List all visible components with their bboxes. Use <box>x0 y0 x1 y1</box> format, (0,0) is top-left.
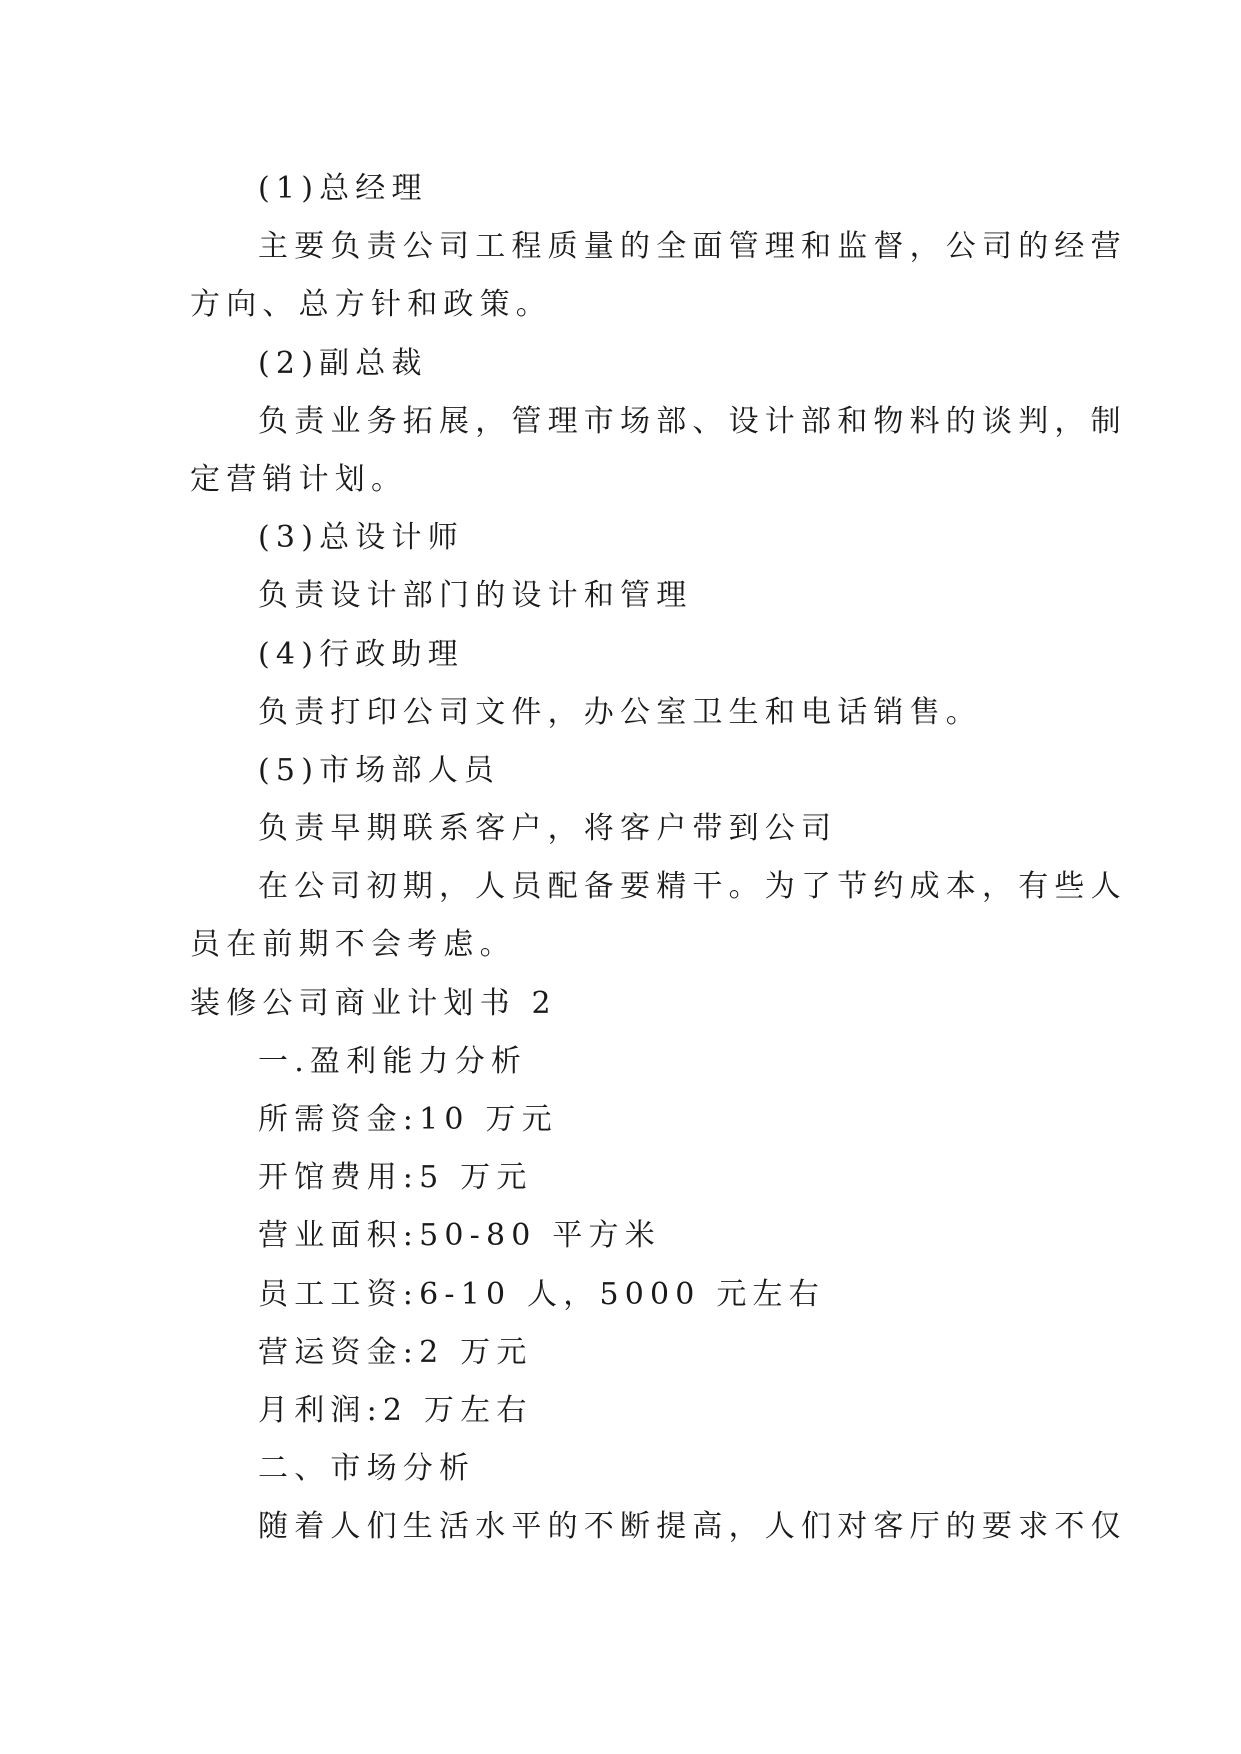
section-heading-market-analysis: 二、市场分析 <box>258 1451 476 1487</box>
list-item: 所需资金:10 万元 <box>258 1102 558 1137</box>
section-heading-general-manager: (1)总经理 <box>258 171 428 206</box>
document-body <box>190 160 1127 1557</box>
paragraph-line: 员在前期不会考虑。 <box>190 927 516 963</box>
list-item: 月利润:2 万左右 <box>258 1392 533 1428</box>
list-item: 营运资金:2 万元 <box>258 1334 533 1370</box>
paragraph-line: 负责早期联系客户，将客户带到公司 <box>258 811 838 847</box>
section-heading-marketing-staff: (5)市场部人员 <box>258 752 501 788</box>
paragraph-line: 负责打印公司文件，办公室卫生和电话销售。 <box>258 694 982 730</box>
list-item: 营业面积:50-80 平方米 <box>258 1218 661 1254</box>
paragraph-line: 随着人们生活水平的不断提高，人们对客厅的要求不仅 <box>258 1509 1127 1545</box>
section-heading-vice-president: (2)副总裁 <box>258 345 428 381</box>
list-item: 开馆费用:5 万元 <box>258 1160 533 1196</box>
paragraph-line: 定营销计划。 <box>190 461 408 497</box>
paragraph-line: 负责设计部门的设计和管理 <box>258 578 693 614</box>
paragraph-line: 主要负责公司工程质量的全面管理和监督，公司的经营 <box>258 229 1127 265</box>
paragraph-line: 方向、总方针和政策。 <box>190 287 552 323</box>
section-heading-chief-designer: (3)总设计师 <box>258 520 464 556</box>
section-heading-profitability: 一.盈利能力分析 <box>258 1043 528 1079</box>
document-title: 装修公司商业计划书 2 <box>190 985 557 1021</box>
list-item: 员工工资:6-10 人，5000 元左右 <box>258 1276 825 1312</box>
paragraph-line: 负责业务拓展，管理市场部、设计部和物料的谈判，制 <box>258 403 1127 439</box>
section-heading-admin-assistant: (4)行政助理 <box>258 636 464 672</box>
paragraph-line: 在公司初期，人员配备要精干。为了节约成本，有些人 <box>258 869 1127 905</box>
